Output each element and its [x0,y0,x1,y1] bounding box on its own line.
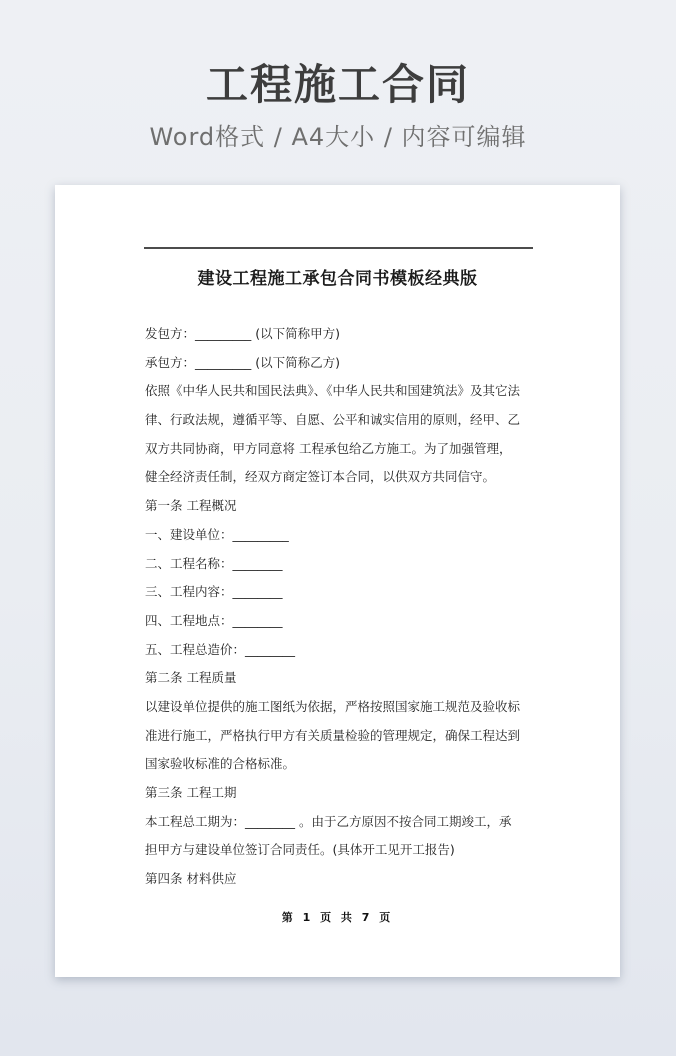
contract-title: 建设工程施工承包合同书模板经典版 [197,269,478,289]
contract-line: 三、工程内容：________ [145,584,283,600]
contract-line: 担甲方与建设单位签订合同责任。(具体开工见开工报告) [145,842,455,858]
contract-line: 五、工程总造价：________ [145,641,296,657]
contract-line: 发包方：_________ (以下简称甲方) [145,326,340,341]
contract-body [145,320,537,894]
banner-title: 工程施工合同 [205,60,470,109]
contract-line: 二、工程名称：________ [145,555,283,571]
contract-line: 承包方：_________ (以下简称乙方) [145,354,340,370]
contract-line: 本工程总工期为：________ 。由于乙方原因不按合同工期竣工，承 [145,813,512,829]
template-banner [0,0,676,185]
contract-line: 第一条 工程概况 [145,498,237,514]
banner-subtitle: Word格式 / A4大小 / 内容可编辑 [149,123,527,152]
page-number: 第 1 页 共 7 页 [281,911,394,924]
contract-line: 双方共同协商，甲方同意将 工程承包给乙方施工。为了加强管理， [145,440,512,456]
contract-line: 第三条 工程工期 [145,785,237,800]
contract-line: 第四条 材料供应 [145,871,237,887]
contract-line: 四、工程地点：________ [145,612,283,628]
contract-line: 国家验收标准的合格标准。 [145,756,296,772]
contract-line: 一、建设单位：_________ [145,526,289,542]
contract-line: 准进行施工，严格执行甲方有关质量检验的管理规定，确保工程达到 [145,727,521,743]
contract-line: 第二条 工程质量 [145,670,237,686]
a4-document-page [55,185,620,977]
header-rule [144,247,533,249]
contract-line: 律、行政法规，遵循平等、自愿、公平和诚实信用的原则，经甲、乙 [145,412,521,428]
contract-line: 依照《中华人民共和国民法典》、《中华人民共和国建筑法》及其它法 [145,383,521,399]
contract-line: 以建设单位提供的施工图纸为依据，严格按照国家施工规范及验收标 [145,698,521,714]
contract-line: 健全经济责任制，经双方商定签订本合同，以供双方共同信守。 [145,469,496,485]
